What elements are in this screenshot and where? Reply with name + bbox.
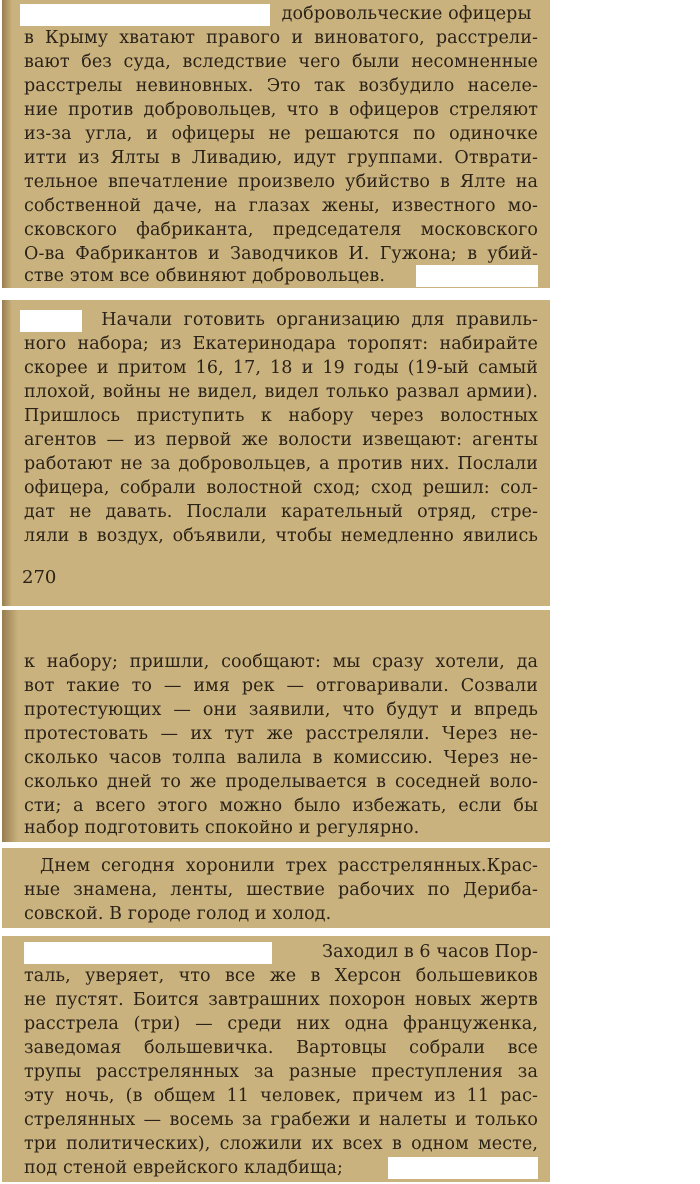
- text-line: таль, уверяет, что все же в Херсон большевиков: [24, 966, 538, 986]
- text-line: офицера, собрали волостной сход; сход решил: сол-: [24, 478, 538, 498]
- text-line: тельное впечатление произвело убийство в Ялте на: [24, 172, 538, 192]
- text-line: сковского фабриканта, председателя московского: [24, 220, 538, 240]
- page-number: 270: [22, 567, 57, 588]
- text-line: сти; а всего этого можно было избежать, если бы: [24, 796, 538, 816]
- text-line: Днем сегодня хоронили трех расстрелянных.Крас-: [40, 856, 538, 876]
- text-line: ляли в воздух, объявили, чтобы немедленно явились: [24, 526, 538, 546]
- redaction-box: [20, 4, 270, 26]
- text-line: заведомая большевичка. Вартовцы собрали все: [24, 1038, 538, 1058]
- text-line: к набору; пришли, сообщают: мы сразу хотели, да: [24, 652, 538, 672]
- text-line: ного набора; из Екатеринодара торопят: набирайте: [24, 334, 538, 354]
- text-line: собственной даче, на глазах жены, известного мо-: [24, 196, 538, 216]
- scan-fragment-4: [2, 848, 550, 928]
- text-line: расстрела (три) — среди них одна француженка,: [24, 1014, 538, 1034]
- text-line: сколько часов толпа валила в комиссию. Через не-: [24, 748, 538, 768]
- text-line: плохой, войны не видел, видел только развал армии).: [24, 382, 538, 402]
- text-line: сколько дней то же проделывается в соседней воло-: [24, 772, 538, 792]
- text-line: итти из Ялты в Ливадию, идут группами. Отврати-: [24, 148, 538, 168]
- redaction-box: [388, 1157, 538, 1179]
- text-line: три политических), сложили их всех в одном месте,: [24, 1134, 538, 1154]
- text-line: агентов — из первой же волости извещают: агенты: [24, 430, 538, 450]
- scan-fragment-5: [2, 936, 550, 1182]
- text-line: эту ночь, (в общем 11 человек, причем из 11 рас-: [24, 1086, 538, 1106]
- text-line: стрелянных — восемь за грабежи и налеты и только: [24, 1110, 538, 1130]
- text-line: протестовать — их тут же расстреляли. Через не-: [24, 724, 538, 744]
- text-line: стве этом все обвиняют добровольцев.: [24, 264, 538, 288]
- text-line: расстрелы невиновных. Это так возбудило населе-: [24, 76, 538, 96]
- redaction-box: [20, 310, 82, 332]
- text-line: Начали готовить организацию для правиль-: [24, 308, 538, 332]
- text-line: ные знамена, ленты, шествие рабочих по Дериба-: [24, 880, 538, 900]
- text-line: О-ва Фабрикантов и Заводчиков И. Гужона; в убий-: [24, 244, 538, 264]
- text-line: Заходил в 6 часов Пор-: [24, 940, 538, 964]
- text-line: совской. В городе голод и холод.: [24, 904, 332, 924]
- text-line: трупы расстрелянных за разные преступления за: [24, 1062, 538, 1082]
- text-line: Пришлось приступить к набору через волостных: [24, 406, 538, 426]
- text-line: не пустят. Боится завтрашних похорон новых жертв: [24, 990, 538, 1010]
- text-line: добровольческие офицеры: [24, 2, 538, 26]
- text-line: дат не давать. Послали карательный отряд, стре-: [24, 502, 538, 522]
- scan-fragment-3: [2, 610, 550, 842]
- text-line: под стеной еврейского кладбища;: [24, 1156, 538, 1180]
- redaction-box: [416, 265, 538, 287]
- redaction-box: [24, 942, 272, 964]
- text-line: работают не за добровольцев, а против них. Послали: [24, 454, 538, 474]
- text-line: скорее и притом 16, 17, 18 и 19 годы (19-ый самый: [24, 358, 538, 378]
- scan-fragment-2: [2, 300, 550, 606]
- text-line: ние против добровольцев, что в офицеров стреляют: [24, 100, 538, 120]
- text-line: протестующих — они заявили, что будут и впредь: [24, 700, 538, 720]
- text-line: в Крыму хватают правого и виноватого, расстрели-: [24, 28, 538, 48]
- text-line: набор подготовить спокойно и регулярно.: [24, 818, 420, 838]
- scan-fragment-1: [2, 0, 550, 288]
- text-line: из-за угла, и офицеры не решаются по одиночке: [24, 124, 538, 144]
- text-line: вот такие то — имя рек — отговаривали. Созвали: [24, 676, 538, 696]
- text-line: вают без суда, вследствие чего были несомненные: [24, 52, 538, 72]
